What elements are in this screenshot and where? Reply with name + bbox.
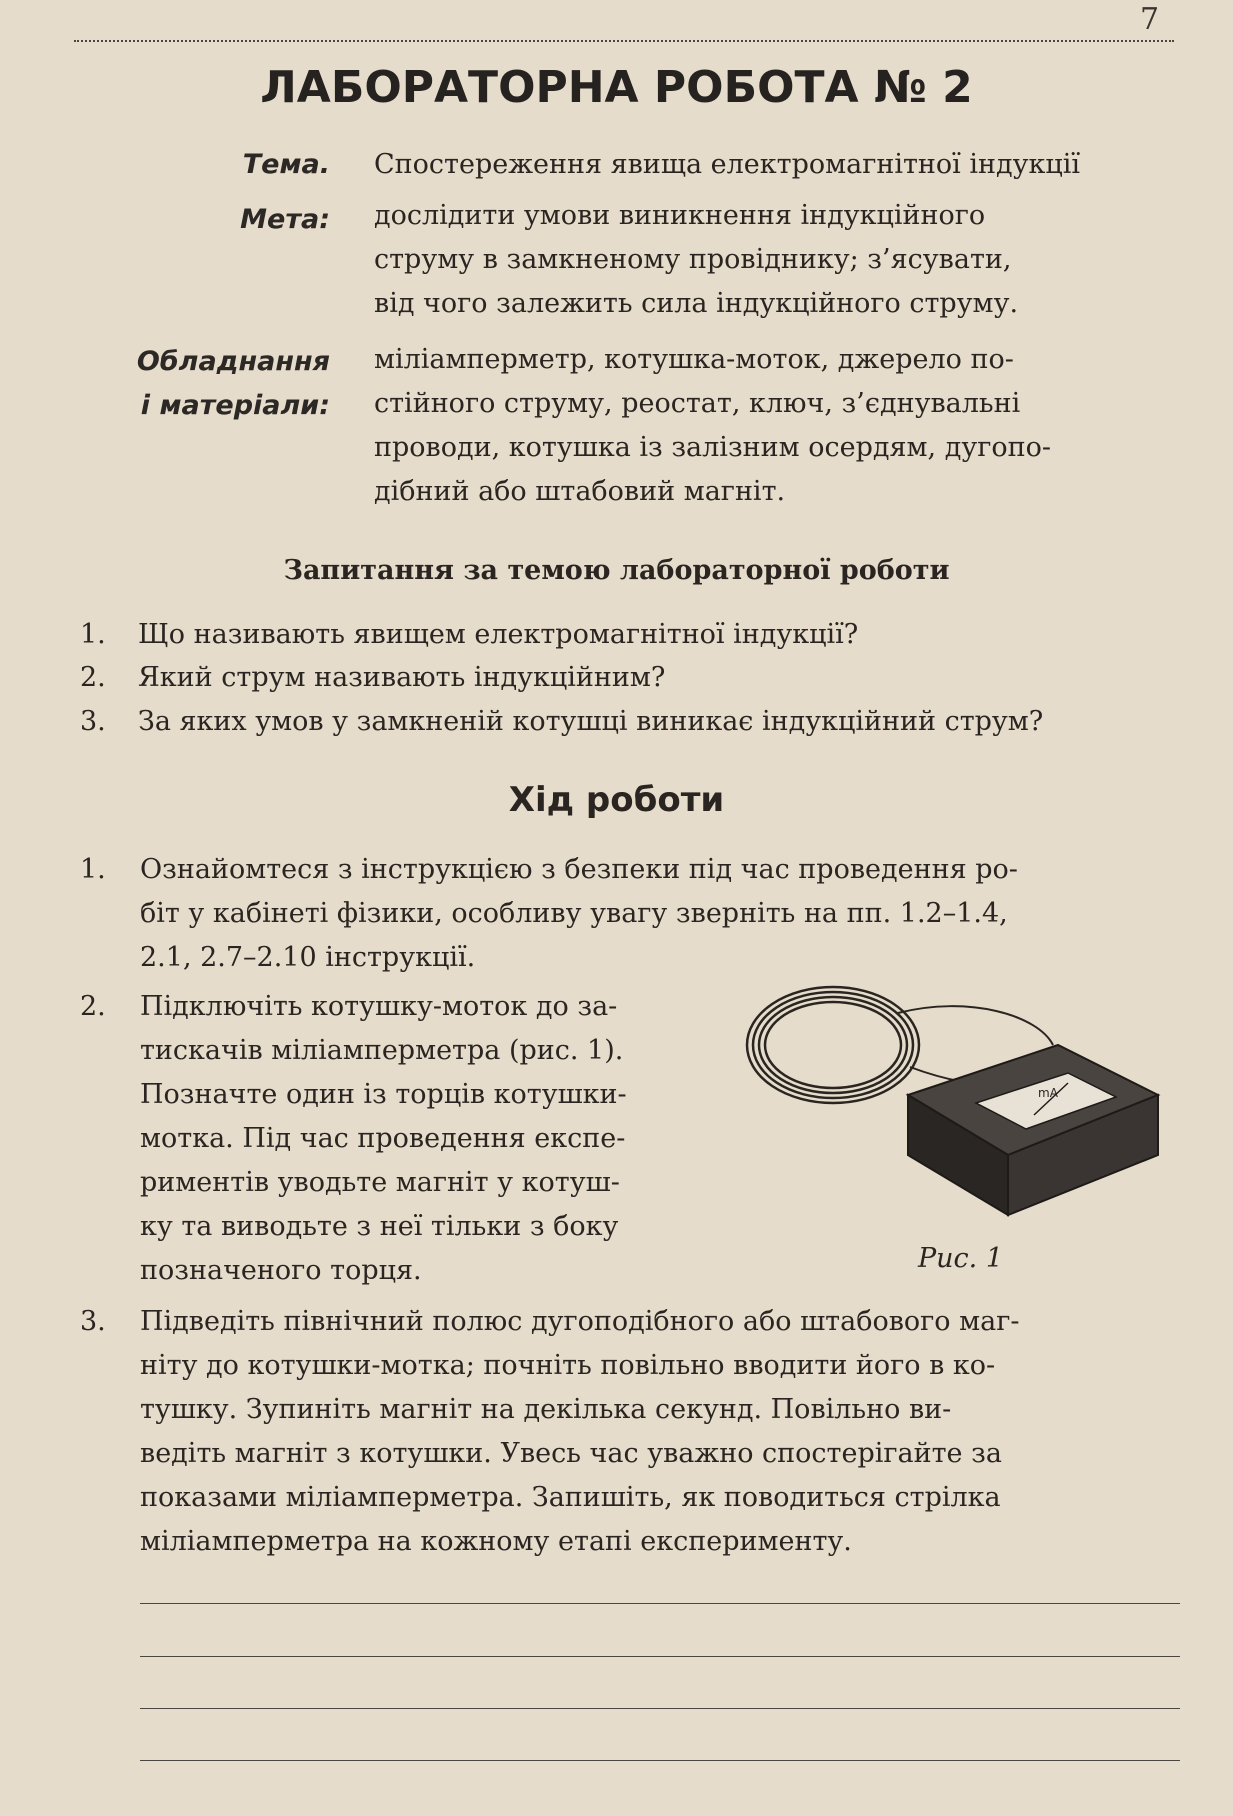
question-item <box>80 656 665 700</box>
page-title: ЛАБОРАТОРНА РОБОТА № 2 <box>260 62 973 113</box>
step-line: ніту до котушки-мотка; почніть повільно вводити його в ко- <box>140 1350 996 1381</box>
step-number: 1. <box>80 854 106 885</box>
step-line: ведіть магніт з котушки. Увесь час уважно спостерігайте за <box>140 1438 1002 1469</box>
question-item <box>80 700 1043 744</box>
goal-label: Мета: <box>240 204 330 235</box>
question-text: За яких умов у замкненій котушці виникає індукційний струм? <box>138 706 1044 737</box>
equipment-line: дібний або штабовий магніт. <box>374 476 786 507</box>
goal-line: від чого залежить сила індукційного струму. <box>374 288 1019 319</box>
answer-line[interactable] <box>140 1656 1180 1657</box>
equipment-text <box>374 338 1180 514</box>
answer-line[interactable] <box>140 1603 1180 1604</box>
questions-title: Запитання за темою лабораторної роботи <box>283 555 950 586</box>
step-line: позначеного торця. <box>140 1255 422 1286</box>
equipment-label-line: і матеріали: <box>140 390 330 421</box>
step-line: Підключіть котушку-моток до за- <box>140 991 618 1022</box>
header-rule <box>74 40 1174 42</box>
equipment-line: стійного струму, реостат, ключ, з’єднувальні <box>374 388 1021 419</box>
equipment-line: проводи, котушка із залізним осердям, дугопо- <box>374 432 1051 463</box>
step-text <box>140 1300 1180 1564</box>
step-line: мотка. Під час проведення експе- <box>140 1123 626 1154</box>
step-line: тушку. Зупиніть магніт на декілька секунд. Повільно ви- <box>140 1394 952 1425</box>
step-line: тискачів міліамперметра (рис. 1). <box>140 1035 624 1066</box>
milliammeter-body <box>908 1045 1158 1215</box>
topic-text: Спостереження явища електромагнітної індукції <box>374 149 1081 180</box>
step-line: Підведіть північний полюс дугоподібного або штабового маг- <box>140 1306 1020 1337</box>
wire-coil <box>747 987 919 1103</box>
coil-lead-wire <box>898 1006 1053 1045</box>
equipment-line: міліамперметр, котушка-моток, джерело по- <box>374 344 1014 375</box>
step-line: біт у кабінеті фізики, особливу увагу зверніть на пп. 1.2–1.4, <box>140 898 1008 929</box>
step-text <box>140 848 1180 980</box>
question-text: Що називають явищем електромагнітної індукції? <box>138 619 859 650</box>
answer-line[interactable] <box>140 1760 1180 1761</box>
coil-milliammeter-figure <box>738 975 1178 1235</box>
goal-line: дослідити умови виникнення індукційного <box>374 200 986 231</box>
goal-text <box>374 194 1180 326</box>
equipment-label-line: Обладнання <box>136 346 330 377</box>
topic-label: Тема. <box>242 149 330 180</box>
question-number: 1. <box>80 619 106 650</box>
question-number: 3. <box>80 706 106 737</box>
page-number: 7 <box>1140 2 1160 37</box>
question-number: 2. <box>80 662 106 693</box>
step-number: 2. <box>80 991 106 1022</box>
step-line: Ознайомтеся з інструкцією з безпеки під час проведення ро- <box>140 854 1018 885</box>
meter-unit-label: mA <box>1038 1086 1058 1100</box>
step-number: 3. <box>80 1306 106 1337</box>
procedure-title: Хід роботи <box>508 780 725 820</box>
step-line: показами міліамперметра. Запишіть, як поводиться стрілка <box>140 1482 1001 1513</box>
step-line: Позначте один із торців котушки- <box>140 1079 627 1110</box>
figure-caption: Рис. 1 <box>918 1243 1004 1274</box>
answer-line[interactable] <box>140 1708 1180 1709</box>
step-text <box>140 985 710 1293</box>
step-line: риментів уводьте магніт у котуш- <box>140 1167 620 1198</box>
step-line: ку та виводьте з неї тільки з боку <box>140 1211 619 1242</box>
step-line: міліамперметра на кожному етапі експерименту. <box>140 1526 852 1557</box>
question-item <box>80 613 858 657</box>
question-text: Який струм називають індукційним? <box>138 662 666 693</box>
equipment-label <box>10 340 330 428</box>
goal-line: струму в замкненому провіднику; з’ясувати, <box>374 244 1012 275</box>
step-line: 2.1, 2.7–2.10 інструкції. <box>140 942 476 973</box>
